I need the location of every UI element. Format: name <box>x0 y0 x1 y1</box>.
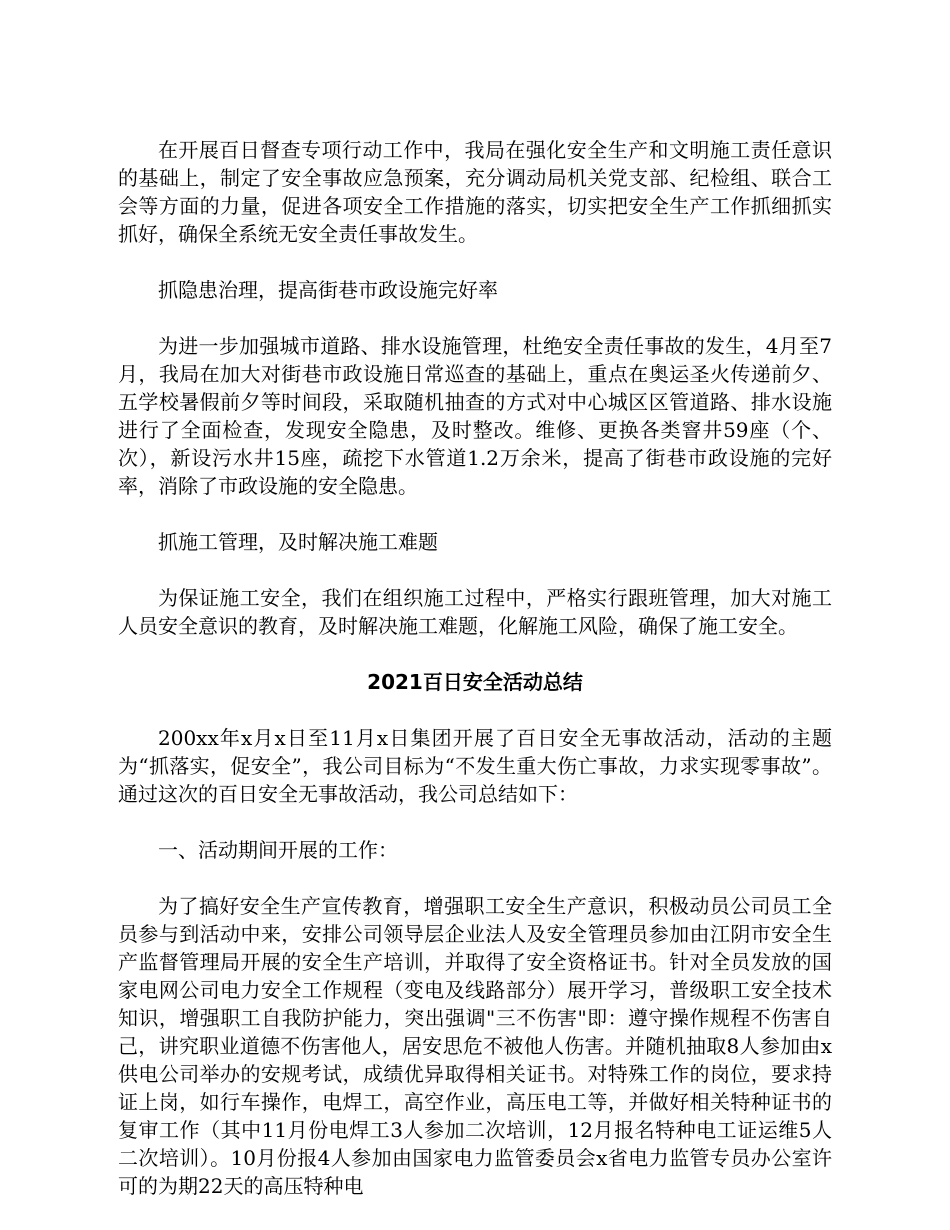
section2-heading-work: 一、活动期间开展的工作： <box>158 838 398 862</box>
section2-intro-paragraph: 200xx年x月x日至11月x日集团开展了百日安全无事故活动，活动的主题为“抓落实，促安全”，我公司目标为“不发生重大伤亡事故，力求实现零事故”。通过这次的百日安全无事故活动，我公司总结如下： <box>118 726 832 806</box>
section1-hazard-paragraph: 为进一步加强城市道路、排水设施管理，杜绝安全责任事故的发生，4月至7月，我局在加大对街巷市政设施日常巡查的基础上，重点在奥运圣火传递前夕、五学校暑假前夕等时间段，采取随机抽查的方式对中心城区区管道路、排水设施进行了全面检查，发现安全隐患，及时整改。维修、更换各类窨井59座（个、次），新设污水井15座，疏挖下水管道1.2万余米，提高了街巷市政设施的完好率，消除了市政设施的安全隐患。 <box>118 334 832 498</box>
section2-work-paragraph: 为了搞好安全生产宣传教育，增强职工安全生产意识，积极动员公司员工全员参与到活动中来，安排公司领导层企业法人及安全管理员参加由江阴市安全生产监督管理局开展的安全生产培训，并取得了安全资格证书。针对全员发放的国家电网公司电力安全工作规程（变电及线路部分）展开学习，普级职工安全技术知识，增强职工自我防护能力，突出强调"三不伤害"即：遵守操作规程不伤害自己，讲究职业道德不伤害他人，居安思危不被他人伤害。并随机抽取8人参加由x供电公司举办的安规考试，成绩优异取得相关证书。对特殊工作的岗位，要求持证上岗，如行车操作，电焊工，高空作业，高压电工等，并做好相关特种证书的复审工作（其中11月份电焊工3人参加二次培训，12月报名特种电工证运维5人二次培训）。10月份报4人参加由国家电力监管委员会x省电力监管专员办公室许可的为期22天的高压特种电 <box>118 894 832 1198</box>
section2-title: 2021百日安全活动总结 <box>367 670 583 694</box>
section1-construction-paragraph: 为保证施工安全，我们在组织施工过程中，严格实行跟班管理，加大对施工人员安全意识的教育，及时解决施工难题，化解施工风险，确保了施工安全。 <box>118 586 832 638</box>
section1-heading-construction: 抓施工管理，及时解决施工难题 <box>158 530 438 554</box>
section1-intro-paragraph: 在开展百日督查专项行动工作中，我局在强化安全生产和文明施工责任意识的基础上，制定了安全事故应急预案，充分调动局机关党支部、纪检组、联合工会等方面的力量，促进各项安全工作措施的落实，切实把安全生产工作抓细抓实抓好，确保全系统无安全责任事故发生。 <box>118 138 832 246</box>
section1-heading-hazard: 抓隐患治理，提高街巷市政设施完好率 <box>158 278 498 302</box>
